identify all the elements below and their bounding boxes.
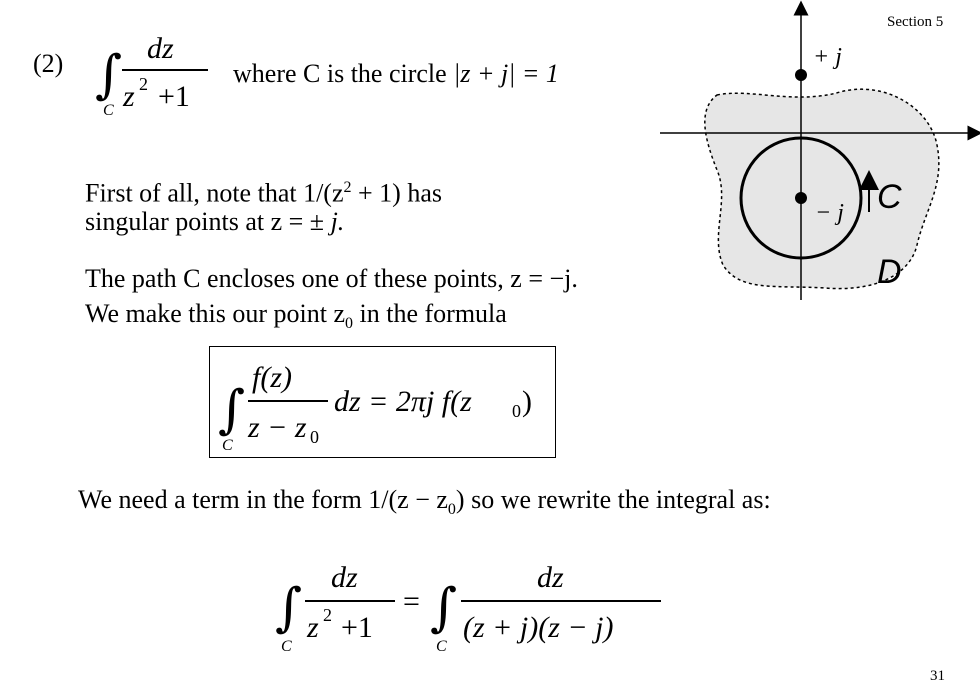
problem-text [233,58,559,90]
page-number: 31 [930,668,945,684]
body-line-4 [85,298,507,340]
svg-text:z − z: z − z [248,411,307,444]
label-d: D [877,253,902,291]
svg-text:2: 2 [139,74,148,94]
line5-part-a: We need a term in the form 1/(z − z [78,485,448,514]
svg-text:f(z): f(z) [252,361,292,394]
label-c: C [877,178,902,216]
where-text: where C is the circle [233,59,447,88]
line1-part-c: + 1) has [351,178,442,208]
svg-text:∫: ∫ [275,578,303,638]
svg-text:dz: dz [331,561,358,594]
circle-expression: |z + j| = 1 [453,59,559,88]
point-minus-j [795,192,807,204]
region-d [705,89,939,288]
cauchy-formula [210,347,555,457]
line5-part-end: ) so we rewrite the integral as: [455,485,771,514]
svg-text:=: = [403,585,420,618]
line4-part-a: We make this our point z [85,299,346,328]
body-line-3: The path C encloses one of these points, z = −j. [85,264,578,293]
svg-text:dz = 2πj f(z: dz = 2πj f(z [334,385,472,418]
svg-text:z: z [123,80,135,113]
line4-part-c: in the formula [353,299,507,328]
svg-text:+1: +1 [341,611,373,644]
svg-text:C: C [103,102,114,119]
problem-number: (2) [33,49,64,78]
svg-text:0: 0 [310,427,319,447]
body-line-5 [78,484,771,526]
body-line-2 [85,206,344,238]
svg-text:∫: ∫ [218,380,246,440]
svg-text:(z + j)(z − j): (z + j)(z − j) [463,611,614,644]
svg-text:dz: dz [537,561,564,594]
integral-expression [95,20,225,120]
rewritten-integral [275,545,675,660]
line2-part-b: j. [330,207,345,236]
body-line-1 [85,172,442,210]
svg-text:+1: +1 [158,80,190,113]
line1-part-a: First of all, note that 1/(z [85,178,344,208]
svg-text:∫: ∫ [95,45,123,105]
line4-sub: 0 [345,315,354,333]
line1-sup: 2 [343,179,352,196]
line2-part-a: singular points at z = ± [85,207,325,236]
svg-text:): ) [522,385,532,418]
svg-text:dz: dz [147,32,174,65]
svg-text:∫: ∫ [430,578,458,638]
label-minus-j: − j [815,200,844,226]
contour-diagram [655,0,980,310]
line5-sub: 0 [447,501,456,519]
svg-text:C: C [436,638,447,655]
cauchy-formula-box [209,346,556,458]
section-label: Section 5 [887,14,944,30]
svg-text:z: z [307,611,319,644]
svg-text:2: 2 [323,605,332,625]
point-plus-j [795,69,807,81]
svg-text:0: 0 [512,401,521,421]
svg-text:C: C [281,638,292,655]
label-plus-j: + j [813,44,842,70]
svg-text:C: C [222,437,233,454]
